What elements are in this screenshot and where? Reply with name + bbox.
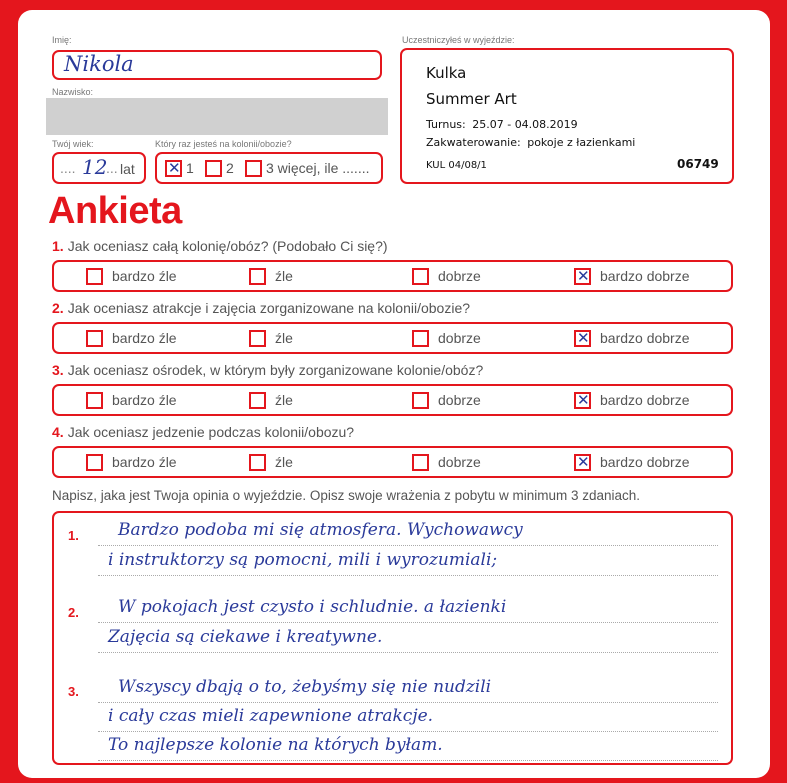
age-dots-right: ... <box>106 160 118 176</box>
times-checkbox-2[interactable] <box>205 160 222 177</box>
times-field <box>155 152 383 184</box>
rating-option-label: źle <box>275 392 293 408</box>
question-text: Jak oceniasz jedzenie podczas kolonii/obozu? <box>67 424 355 440</box>
answer-guideline <box>98 760 718 761</box>
question-number: 2. <box>52 300 64 316</box>
rating-checkbox[interactable] <box>249 454 266 471</box>
answer-line: W pokojach jest czysto i schludnie. a łazienki <box>118 597 507 617</box>
answer-guideline <box>98 545 718 546</box>
answer-number: 2. <box>68 605 79 620</box>
question-number: 4. <box>52 424 64 440</box>
rating-checkbox[interactable] <box>574 330 591 347</box>
times-label: Który raz jesteś na kolonii/obozie? <box>155 139 292 149</box>
rating-checkbox[interactable] <box>574 392 591 409</box>
name-field[interactable] <box>52 50 382 80</box>
rating-option-label: dobrze <box>438 454 481 470</box>
rating-option-label: dobrze <box>438 268 481 284</box>
rating-row-4 <box>52 446 733 478</box>
answer-line: i cały czas mieli zapewnione atrakcje. <box>108 706 434 726</box>
answer-line: i instruktorzy są pomocni, mili i wyrozumiali; <box>108 550 498 570</box>
answer-line: Zajęcia są ciekawe i kreatywne. <box>108 627 383 647</box>
rating-checkbox[interactable] <box>412 330 429 347</box>
rating-option-label: bardzo dobrze <box>600 268 690 284</box>
name-label: Imię: <box>52 35 72 45</box>
answer-guideline <box>98 575 718 576</box>
rating-option-label: bardzo dobrze <box>600 454 690 470</box>
rating-checkbox[interactable] <box>412 392 429 409</box>
opinion-prompt: Napisz, jaka jest Twoja opinia o wyjeździe. Opisz swoje wrażenia z pobytu w minimum 3 zdaniach. <box>52 488 641 503</box>
rating-checkbox[interactable] <box>86 268 103 285</box>
rating-checkbox[interactable] <box>574 268 591 285</box>
survey-title: Ankieta <box>48 190 182 232</box>
answer-line: Bardzo podoba mi się atmosfera. Wychowawcy <box>118 520 523 540</box>
times-checkbox-1[interactable] <box>165 160 182 177</box>
question-2 <box>52 300 470 316</box>
answer-number: 3. <box>68 684 79 699</box>
rating-option-label: źle <box>275 330 293 346</box>
camp-name: Kulka <box>426 64 467 82</box>
times-option-2: 2 <box>226 160 234 176</box>
answer-line: To najlepsze kolonie na których byłam. <box>108 735 443 755</box>
question-text: Jak oceniasz ośrodek, w którym były zorganizowane kolonie/obóz? <box>67 362 484 378</box>
age-label: Twój wiek: <box>52 139 94 149</box>
turnus-value: 25.07 - 04.08.2019 <box>472 118 578 131</box>
rating-checkbox[interactable] <box>249 330 266 347</box>
times-option-1: 1 <box>186 160 194 176</box>
answer-line: Wszyscy dbają o to, żebyśmy się nie nudzili <box>118 677 492 697</box>
answer-guideline <box>98 652 718 653</box>
age-value: 12 <box>82 155 108 179</box>
rating-row-3 <box>52 384 733 416</box>
question-text: Jak oceniasz całą kolonię/obóz? (Podobało Ci się?) <box>67 238 388 254</box>
participant-box <box>400 48 734 184</box>
question-text: Jak oceniasz atrakcje i zajęcia zorganizowane na kolonii/obozie? <box>67 300 471 316</box>
rating-checkbox[interactable] <box>412 454 429 471</box>
rating-checkbox[interactable] <box>574 454 591 471</box>
question-4 <box>52 424 354 440</box>
answer-guideline <box>98 731 718 732</box>
rating-checkbox[interactable] <box>86 330 103 347</box>
age-dots-left: .... <box>60 160 76 176</box>
name-value: Nikola <box>64 52 134 76</box>
rating-row-2 <box>52 322 733 354</box>
program-name: Summer Art <box>426 90 517 108</box>
question-number: 3. <box>52 362 64 378</box>
rating-option-label: źle <box>275 454 293 470</box>
answer-guideline <box>98 702 718 703</box>
rating-checkbox[interactable] <box>249 392 266 409</box>
rating-option-label: dobrze <box>438 330 481 346</box>
accommodation-label: Zakwaterowanie: <box>426 136 521 149</box>
accommodation-row <box>426 136 635 149</box>
turnus-row <box>426 118 578 131</box>
rating-checkbox[interactable] <box>249 268 266 285</box>
age-field[interactable] <box>52 152 146 184</box>
answer-number: 1. <box>68 528 79 543</box>
answer-guideline <box>98 622 718 623</box>
rating-option-label: bardzo dobrze <box>600 330 690 346</box>
rating-row-1 <box>52 260 733 292</box>
rating-checkbox[interactable] <box>86 392 103 409</box>
age-unit: lat <box>120 161 135 177</box>
rating-option-label: bardzo źle <box>112 330 177 346</box>
rating-option-label: bardzo źle <box>112 268 177 284</box>
camp-code: KUL 04/08/1 <box>426 160 487 171</box>
accommodation-value: pokoje z łazienkami <box>527 136 636 149</box>
rating-option-label: dobrze <box>438 392 481 408</box>
rating-option-label: źle <box>275 268 293 284</box>
rating-option-label: bardzo źle <box>112 392 177 408</box>
question-1 <box>52 238 388 254</box>
times-checkbox-3[interactable] <box>245 160 262 177</box>
camp-number: 06749 <box>677 157 719 171</box>
surname-label: Nazwisko: <box>52 87 94 97</box>
rating-checkbox[interactable] <box>412 268 429 285</box>
rating-option-label: bardzo dobrze <box>600 392 690 408</box>
question-3 <box>52 362 483 378</box>
participant-label: Uczestniczyłeś w wyjeździe: <box>402 35 515 45</box>
question-number: 1. <box>52 238 64 254</box>
turnus-label: Turnus: <box>426 118 466 131</box>
rating-option-label: bardzo źle <box>112 454 177 470</box>
surname-redacted <box>46 98 388 135</box>
rating-checkbox[interactable] <box>86 454 103 471</box>
times-option-3: 3 więcej, ile ....... <box>266 160 370 176</box>
